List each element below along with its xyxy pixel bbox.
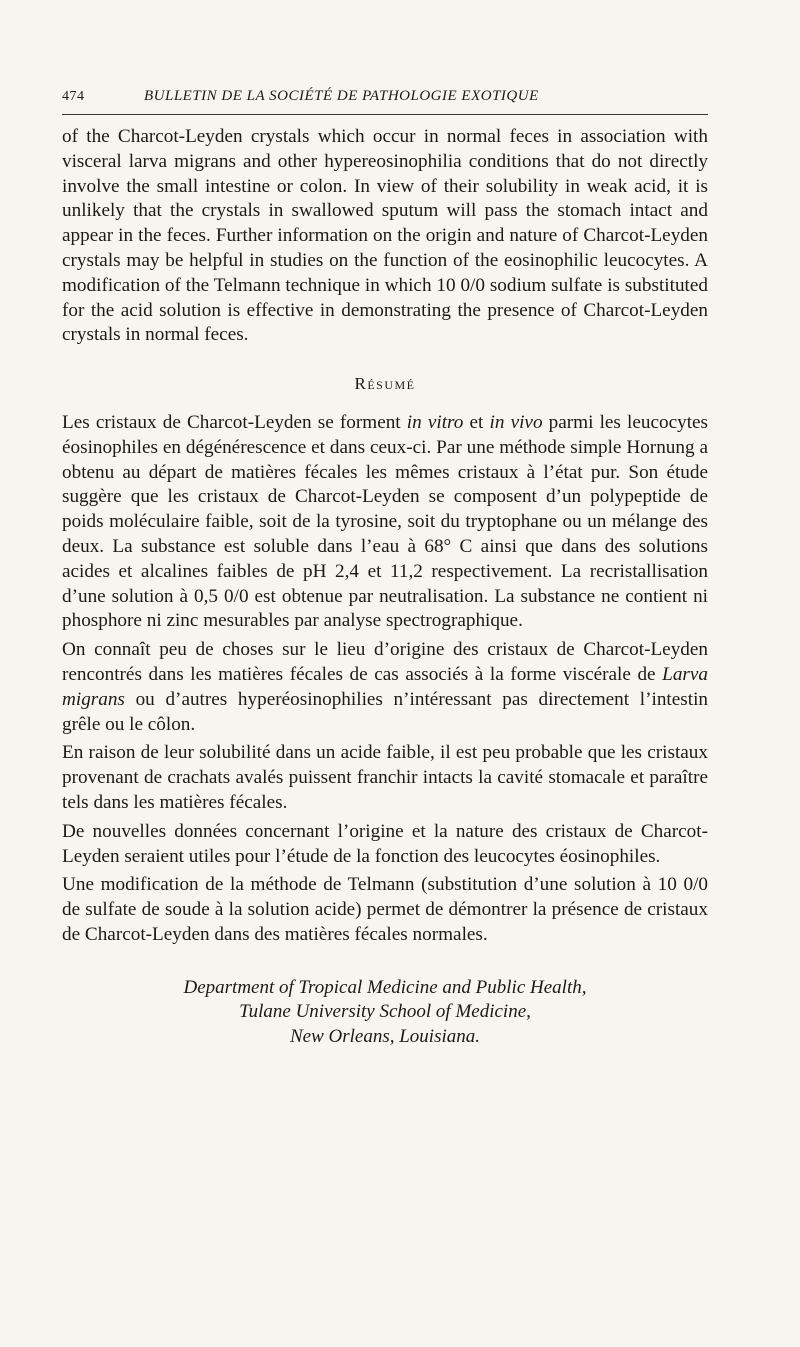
resume-paragraph-5: Une modification de la méthode de Telmann (substitution d’une solution à 10 0/0 de sulfate de soude à la solution acide) permet de démontrer la présence de cristaux de Charcot-Leyden dans des matières fécales normales. — [62, 874, 708, 945]
resume-heading: Résumé — [354, 374, 416, 394]
affiliation-line-1: Department of Tropical Medicine and Public Health, — [183, 976, 587, 998]
affiliation-line-2: Tulane University School of Medicine, — [239, 1001, 531, 1023]
affiliation-line-3: New Orleans, Louisiana. — [289, 1025, 481, 1047]
resume-paragraph-2 — [62, 638, 708, 737]
article-body — [62, 125, 708, 1049]
resume-p1-text-2: et — [463, 411, 490, 433]
english-summary-paragraph: of the Charcot-Leyden crystals which occur in normal feces in association with visceral larva migrans and other hypereosinophilia conditions that do not directly involve the small intestine or colon. In view of their solubility in weak acid, it is unlikely that the crystals in swallowed sputum will pass the stomach intact and appear in the feces. Further information on the origin and nature of Charcot-Leyden crystals may be helpful in studies on the function of the eosinophilic leucocytes. A modification of the Telmann technique in which 10 0/0 sodium sulfate is substituted for the acid solution is effective in demonstrating the presence of Charcot-Leyden crystals in normal feces. — [62, 126, 708, 346]
resume-paragraph-3: En raison de leur solubilité dans un acide faible, il est peu probable que les cristaux provenant de crachats avalés puissent franchir intacts la cavité stomacale et paraître tels dans les matières fécales. — [62, 742, 708, 813]
resume-p1-text-3: parmi les leucocytes éosinophiles en dégénérescence et dans ceux-ci. Par une méthode simple Hornung a obtenu au départ de matières fécales les mêmes cristaux à l’état pur. Son étude suggère que les cristaux de Charcot-Leyden se composent d’un polypeptide de poids moléculaire faible, soit de la tyrosine, soit du tryptophane ou un mélange des deux. La substance est soluble dans l’eau à 68° C ainsi que dans des solutions acides et alcalines faibles de pH 2,4 et 11,2 respectivement. La recristallisation d’une solution à 0,5 0/0 est obtenue par neutralisation. La substance ne contient ni phosphore ni zinc mesurables par analyse spectrographique. — [62, 411, 709, 632]
resume-p2-text-1: On connaît peu de choses sur le lieu d’origine des cristaux de Charcot-Leyden rencontrés dans les matières fécales de cas associés à la forme viscérale de — [62, 639, 708, 685]
resume-p2-text-2: ou d’autres hyperéosinophilies n’intéressant pas directement l’intestin grêle ou le côlon. — [62, 688, 708, 735]
author-affiliation — [62, 976, 708, 1050]
running-header — [62, 88, 708, 115]
resume-section — [62, 411, 708, 948]
resume-p1-italic-2: in vivo — [489, 411, 543, 433]
resume-p1-italic-1: in vitro — [406, 411, 464, 433]
page — [62, 88, 708, 1049]
resume-p1-text-1: Les cristaux de Charcot-Leyden se forment — [62, 411, 407, 433]
page-number: 474 — [62, 89, 85, 104]
resume-p2-italic: Larva migrans — [62, 663, 708, 710]
resume-paragraph-1 — [62, 411, 708, 634]
resume-paragraph-4: De nouvelles données concernant l’origine et la nature des cristaux de Charcot-Leyden seraient utiles pour l’étude de la fonction des leucocytes éosinophiles. — [62, 820, 708, 867]
journal-title: BULLETIN DE LA SOCIÉTÉ DE PATHOLOGIE EXOTIQUE — [144, 88, 539, 104]
